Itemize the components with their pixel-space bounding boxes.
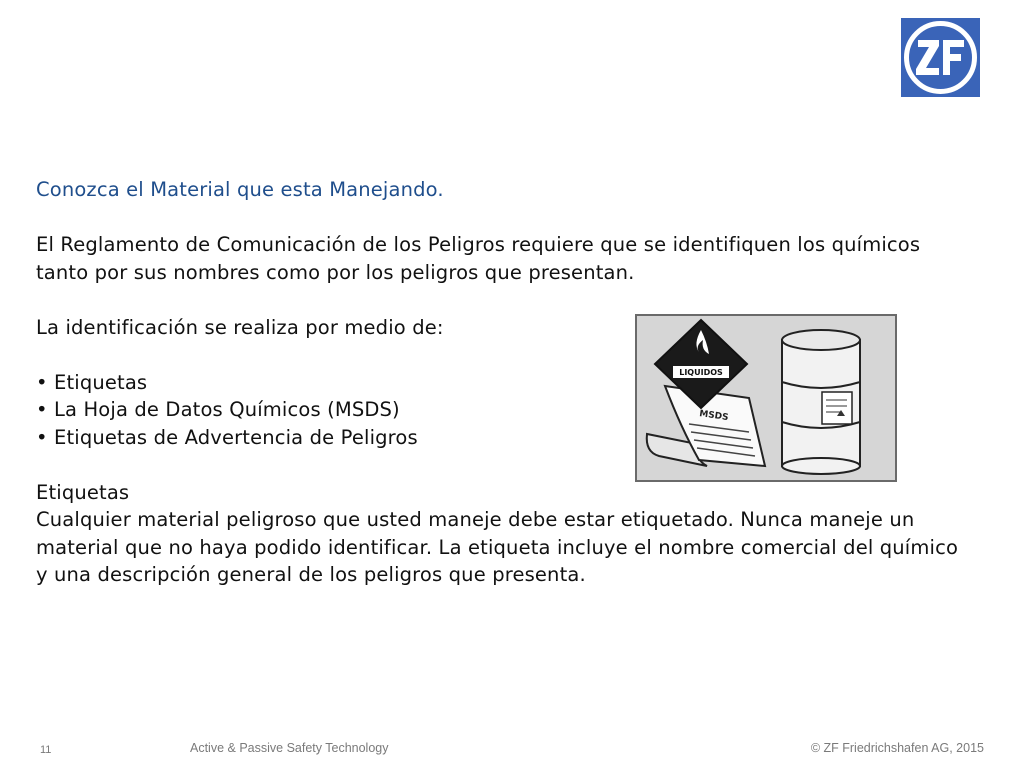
hazmat-illustration: [635, 314, 897, 482]
intro-paragraph: El Reglamento de Comunicación de los Peligros requiere que se identifiquen los químicos tanto por sus nombres como por los peligros que presentan.: [36, 233, 921, 284]
page-number: 11: [40, 744, 52, 756]
copyright: © ZF Friedrichshafen AG, 2015: [810, 741, 984, 755]
slide-heading: Conozca el Material que esta Manejando.: [36, 178, 444, 201]
labels-paragraph: Cualquier material peligroso que usted maneje debe estar etiquetado. Nunca maneje un material que no haya podido identificar. La etiqueta incluye el nombre comercial del químico y una descripción general de los peligros que presenta.: [36, 508, 959, 586]
identification-intro: La identificación se realiza por medio de:: [36, 315, 444, 339]
list-item: • Etiquetas: [36, 369, 976, 397]
footer-title: Active & Passive Safety Technology: [190, 741, 389, 755]
zf-logo: [901, 18, 980, 97]
placard-label: LIQUIDOS: [679, 368, 723, 377]
msds-label: MSDS: [698, 409, 730, 424]
list-item: • Etiquetas de Advertencia de Peligros: [36, 424, 976, 452]
drum-icon: [782, 330, 860, 474]
section-title: Etiquetas: [36, 480, 130, 504]
list-item: • La Hoja de Datos Químicos (MSDS): [36, 396, 976, 424]
